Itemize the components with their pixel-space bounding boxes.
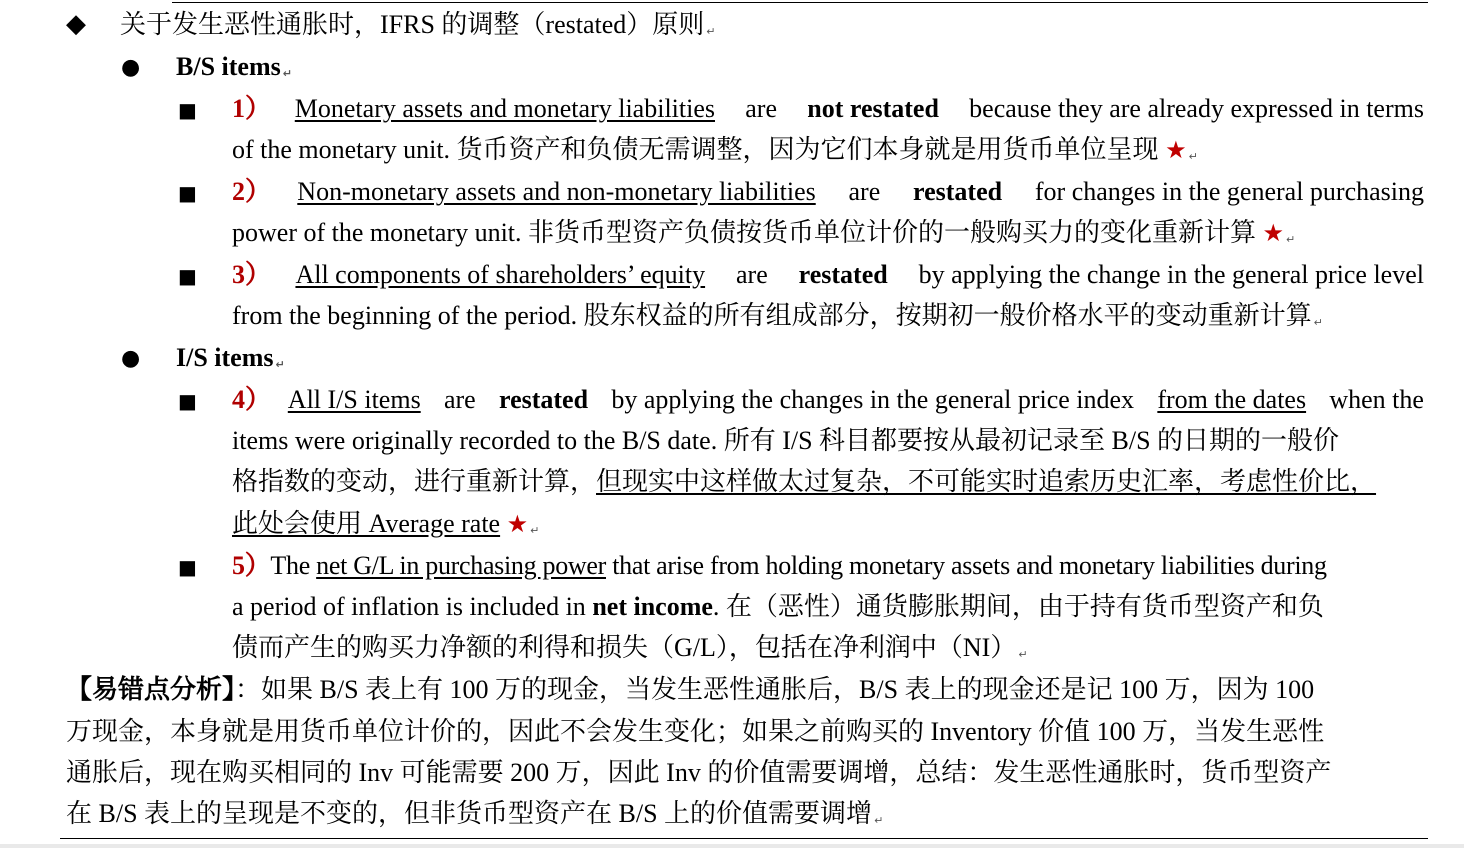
- star-icon: ★: [506, 510, 529, 538]
- item-1-bold: not restated: [807, 94, 939, 123]
- item-2-line-2-text: power of the monetary unit. 非货币型资产负债按货币单位计价的一般购买力的变化重新计算: [232, 218, 1263, 247]
- analysis-label: 【易错点分析】: [66, 675, 236, 704]
- item-5-num: 5）: [232, 551, 271, 580]
- analysis-line-3: [66, 758, 1331, 790]
- is-items-title: [176, 343, 285, 375]
- diamond-bullet-icon: ◆: [66, 9, 86, 39]
- is-title-text: I/S items: [176, 343, 274, 372]
- square-bullet-icon: ■: [178, 181, 197, 205]
- dot-bullet-icon: ●: [121, 346, 141, 371]
- return-mark-icon: ↵: [530, 524, 540, 537]
- item-4-line-3: [232, 467, 1376, 499]
- item-4-underlined: All I/S items: [287, 385, 421, 414]
- item-3-text-a: are: [729, 260, 775, 289]
- item-2-line-2: [232, 218, 1295, 250]
- item-1-line-2-text: of the monetary unit. 货币资产和负债无需调整，因为它们本身就是用货币单位呈现: [232, 135, 1166, 164]
- item-2-num: 2）: [232, 177, 272, 206]
- item-4-bold: restated: [499, 385, 589, 414]
- item-4-text-c: when the: [1322, 385, 1424, 414]
- item-4-line-2-text: items were originally recorded to the B/S date. 所有 I/S 科目都要按从最初记录至 B/S 的日期的一般价: [232, 426, 1340, 455]
- return-mark-icon: ↵: [1188, 150, 1198, 163]
- item-3-num: 3）: [232, 260, 272, 289]
- item-5-line-2-a: a period of inflation is included in: [232, 592, 593, 621]
- item-5-line-2: [232, 592, 1324, 624]
- item-3-line-2-text: from the beginning of the period. 股东权益的所有组成部分，按期初一般价格水平的变动重新计算: [232, 301, 1312, 330]
- analysis-line-2-text: 万现金，本身就是用货币单位计价的，因此不会发生变化；如果之前购买的 Inventory 价值 100 万，当发生恶性: [66, 717, 1325, 746]
- heading-text: 关于发生恶性通胀时，IFRS 的调整（restated）原则: [120, 10, 705, 39]
- item-1-text-b: because they are already expressed in terms: [962, 94, 1424, 123]
- top-rule: [172, 2, 1428, 3]
- bs-items-title: [176, 52, 292, 84]
- item-5-line-2-b: . 在（恶性）通货膨胀期间，由于持有货币型资产和负: [712, 592, 1324, 621]
- item-5-line-3-text: 债而产生的购买力净额的利得和损失（G/L），包括在净利润中（NI）: [232, 633, 1017, 662]
- return-mark-icon: ↵: [275, 358, 285, 371]
- page-edge: [0, 844, 1464, 848]
- item-1-num: 1）: [232, 94, 272, 123]
- item-3-text-b: by applying the change in the general price level: [912, 260, 1424, 289]
- item-5-line-1: [232, 551, 1327, 583]
- item-4-line-2: [232, 426, 1339, 458]
- analysis-line-4: [66, 799, 883, 831]
- item-1-underlined: Monetary assets and monetary liabilities: [294, 94, 715, 123]
- item-3-line-1: [232, 260, 1424, 292]
- item-1-line-1: [232, 94, 1424, 126]
- square-bullet-icon: ■: [178, 98, 197, 122]
- section-heading: [120, 10, 715, 42]
- bs-title-text: B/S items: [176, 52, 281, 81]
- item-2-text-a: are: [842, 177, 887, 206]
- item-2-underlined: Non-monetary assets and non-monetary liabilities: [297, 177, 816, 206]
- return-mark-icon: ↵: [706, 25, 716, 38]
- item-1-line-2: [232, 135, 1198, 167]
- item-5-line-3: [232, 633, 1028, 665]
- item-4-text-b: by applying the changes in the general price index: [604, 385, 1141, 414]
- return-mark-icon: ↵: [1286, 233, 1296, 246]
- item-4-line-4-underlined: 此处会使用 Average rate: [232, 509, 501, 538]
- item-4-line-4: [232, 509, 539, 541]
- item-3-underlined: All components of shareholders’ equity: [295, 260, 706, 289]
- item-2-text-b: for changes in the general purchasing: [1028, 177, 1424, 206]
- item-3-bold: restated: [798, 260, 888, 289]
- item-5-text-b: that arise from holding monetary assets and monetary liabilities during: [606, 551, 1327, 580]
- item-4-text-a: are: [437, 385, 483, 414]
- analysis-line-1-text: ：如果 B/S 表上有 100 万的现金，当发生恶性通胀后，B/S 表上的现金还是记 100 万，因为 100: [235, 675, 1315, 704]
- return-mark-icon: ↵: [874, 814, 884, 827]
- square-bullet-icon: ■: [178, 264, 197, 288]
- analysis-line-2: [66, 717, 1324, 749]
- star-icon: ★: [1262, 219, 1285, 247]
- item-3-line-2: [232, 301, 1323, 333]
- item-4-underlined-2: from the dates: [1157, 385, 1307, 414]
- bottom-rule: [60, 838, 1428, 839]
- analysis-line-1: [66, 675, 1314, 707]
- square-bullet-icon: ■: [178, 389, 197, 413]
- item-5-text-a: The: [270, 551, 317, 580]
- return-mark-icon: ↵: [1313, 316, 1323, 329]
- item-4-line-1: [232, 385, 1424, 417]
- item-4-num: 4）: [232, 385, 272, 414]
- analysis-line-4-text: 在 B/S 表上的呈现是不变的，但非货币型资产在 B/S 上的价值需要调增: [66, 799, 873, 828]
- item-4-line-3-underlined: 但现实中这样做太过复杂，不可能实时追索历史汇率，考虑性价比，: [596, 467, 1377, 496]
- return-mark-icon: ↵: [1018, 648, 1028, 661]
- item-2-line-1: [232, 177, 1424, 209]
- square-bullet-icon: ■: [178, 555, 197, 579]
- return-mark-icon: ↵: [282, 67, 292, 80]
- item-5-underlined: net G/L in purchasing power: [316, 551, 606, 580]
- item-2-bold: restated: [913, 177, 1003, 206]
- item-4-line-3-text: 格指数的变动，进行重新计算，: [232, 467, 597, 496]
- analysis-line-3-text: 通胀后，现在购买相同的 Inv 可能需要 200 万，因此 Inv 的价值需要调增，总结：发生恶性通胀时，货币型资产: [66, 758, 1332, 787]
- item-1-text-a: are: [738, 94, 784, 123]
- star-icon: ★: [1165, 136, 1187, 164]
- item-5-line-2-bold: net income: [592, 592, 713, 621]
- dot-bullet-icon: ●: [121, 55, 141, 80]
